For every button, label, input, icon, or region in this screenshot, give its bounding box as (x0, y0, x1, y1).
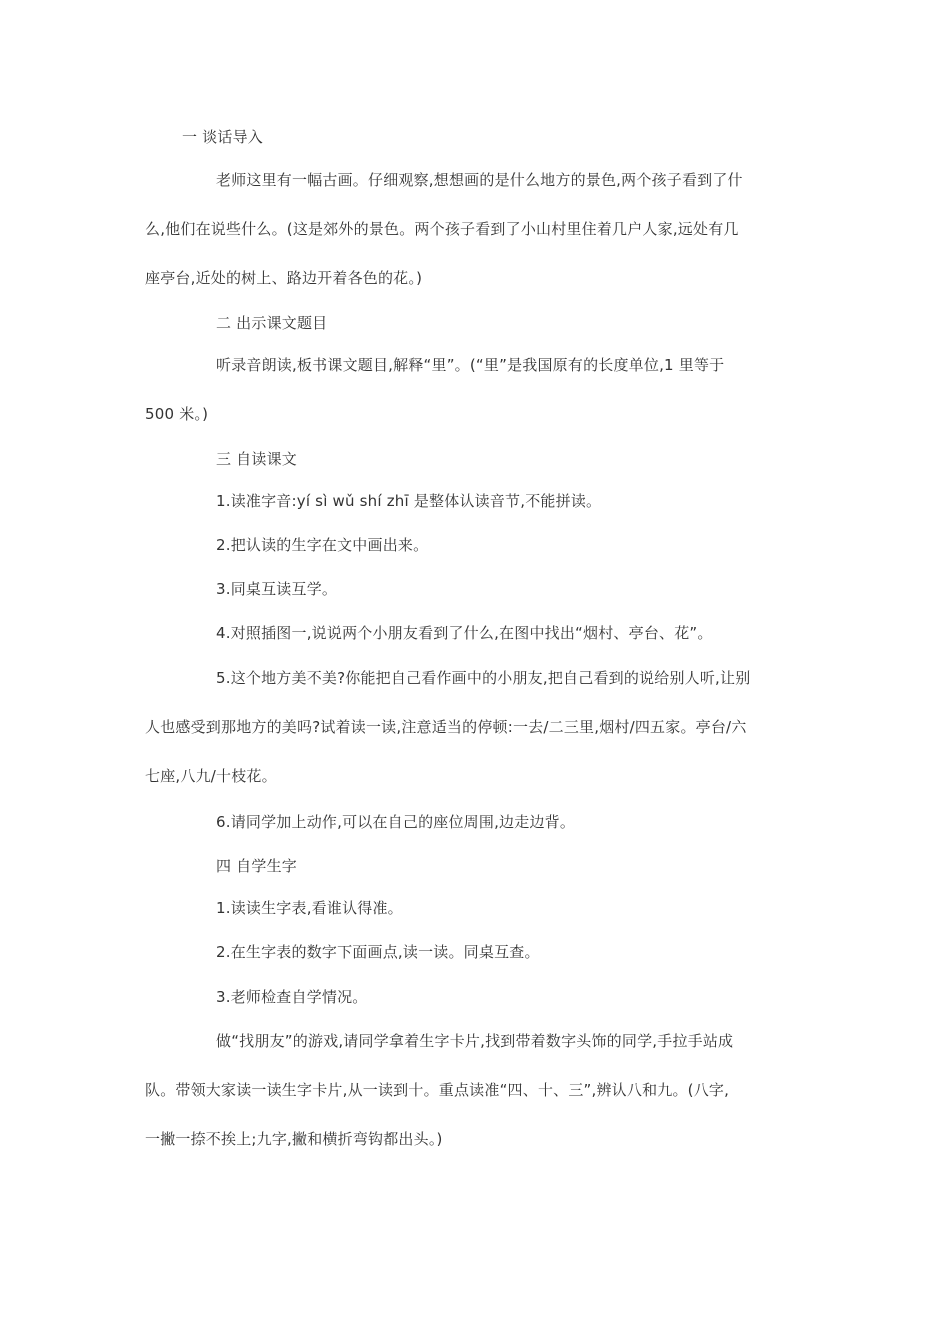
list-item: 3.同桌互读互学。 (216, 580, 338, 598)
list-item: 3.老师检查自学情况。 (216, 988, 368, 1006)
paragraph-line: 老师这里有一幅古画。仔细观察,想想画的是什么地方的景色,两个孩子看到了什 (216, 171, 743, 189)
list-item: 6.请同学加上动作,可以在自己的座位周围,边走边背。 (216, 813, 576, 831)
section-heading-3: 三 自读课文 (216, 450, 297, 468)
paragraph-line: 做“找朋友”的游戏,请同学拿着生字卡片,找到带着数字头饰的同学,手拉手站成 (216, 1032, 734, 1050)
paragraph-line: 人也感受到那地方的美吗?试着读一读,注意适当的停顿:一去/二三里,烟村/四五家。亭台/六 (145, 718, 747, 736)
paragraph-line: 一撇一捺不挨上;九字,撇和横折弯钩都出头。) (145, 1130, 443, 1148)
paragraph-line: 500 米。) (145, 405, 209, 423)
paragraph-line: 么,他们在说些什么。(这是郊外的景色。两个孩子看到了小山村里住着几户人家,远处有几 (145, 220, 739, 238)
paragraph-line: 队。带领大家读一读生字卡片,从一读到十。重点读准“四、十、三”,辨认八和九。(八字, (145, 1081, 730, 1099)
paragraph-line: 听录音朗读,板书课文题目,解释“里”。(“里”是我国原有的长度单位,1 里等于 (216, 356, 725, 374)
paragraph-line: 座亭台,近处的树上、路边开着各色的花。) (145, 269, 423, 287)
list-item: 4.对照插图一,说说两个小朋友看到了什么,在图中找出“烟村、亭台、花”。 (216, 624, 713, 642)
list-item: 1.读准字音:yí sì wǔ shí zhī 是整体认读音节,不能拼读。 (216, 492, 602, 510)
list-item: 1.读读生字表,看谁认得准。 (216, 899, 403, 917)
list-item: 2.在生字表的数字下面画点,读一读。同桌互查。 (216, 943, 540, 961)
list-item: 2.把认读的生字在文中画出来。 (216, 536, 429, 554)
list-item: 5.这个地方美不美?你能把自己看作画中的小朋友,把自己看到的说给别人听,让别 (216, 669, 751, 687)
paragraph-line: 七座,八九/十枝花。 (145, 767, 277, 785)
section-heading-1: 一 谈话导入 (182, 128, 263, 146)
section-heading-4: 四 自学生字 (216, 857, 297, 875)
section-heading-2: 二 出示课文题目 (216, 314, 328, 332)
